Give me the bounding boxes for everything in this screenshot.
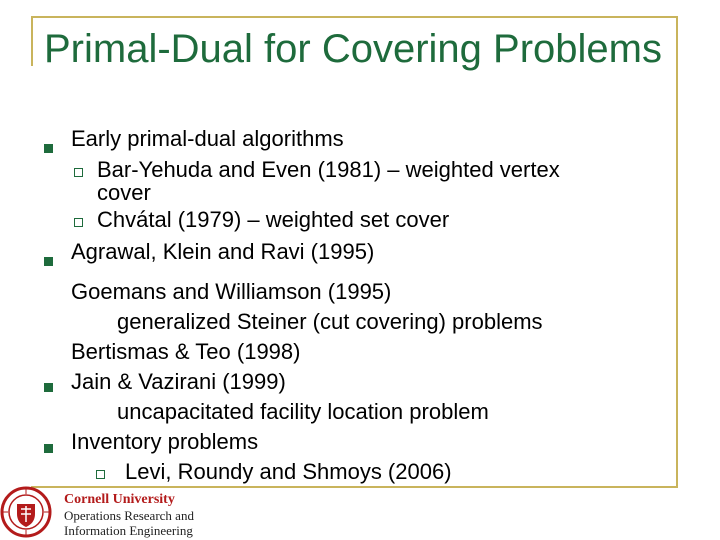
list-item: Bertismas & Teo (1998)	[71, 339, 301, 364]
list-item: Chvátal (1979) – weighted set cover	[97, 207, 450, 232]
bullet-icon	[44, 383, 53, 392]
sub-bullet-icon	[74, 168, 83, 177]
slide-title: Primal-Dual for Covering Problems	[44, 27, 662, 71]
list-item: uncapacitated facility location problem	[117, 399, 489, 424]
list-item: Bar-Yehuda and Even (1981) – weighted vertex	[97, 157, 560, 182]
university-name: Cornell University	[64, 492, 175, 507]
department-line-1: Operations Research and	[64, 508, 194, 523]
list-item: Levi, Roundy and Shmoys (2006)	[125, 459, 452, 484]
list-item: Early primal-dual algorithms	[71, 126, 344, 151]
list-item: Goemans and Williamson (1995)	[71, 279, 392, 304]
list-item: Inventory problems	[71, 429, 259, 454]
list-item: Agrawal, Klein and Ravi (1995)	[71, 239, 375, 264]
bullet-icon	[44, 257, 53, 266]
sub-bullet-icon	[74, 218, 83, 227]
list-item: generalized Steiner (cut covering) problems	[117, 309, 543, 334]
bullet-icon	[44, 444, 53, 453]
department-line-2: Information Engineering	[64, 523, 193, 538]
footer	[0, 484, 300, 540]
sub-bullet-icon	[96, 470, 105, 479]
bullet-icon	[44, 144, 53, 153]
list-item: cover	[97, 180, 151, 205]
list-item: Jain & Vazirani (1999)	[71, 369, 286, 394]
